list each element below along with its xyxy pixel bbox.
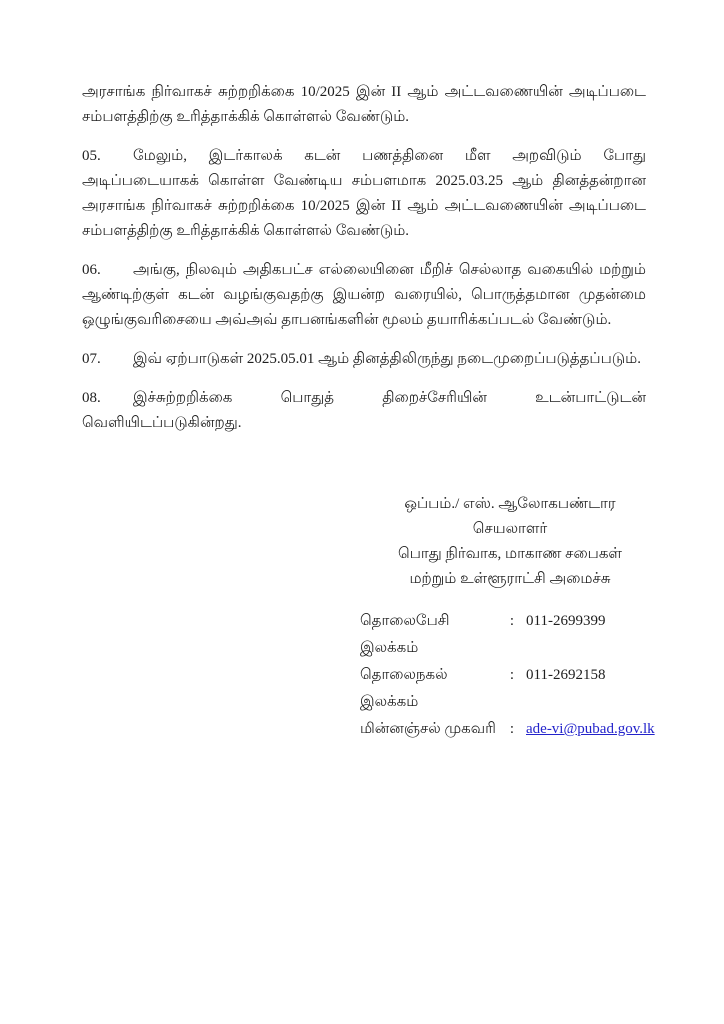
paragraph-number: 06. <box>82 262 101 278</box>
document-body <box>82 80 655 743</box>
contact-row-fax <box>360 662 670 716</box>
para-line-text: இச்சுற்றறிக்கை பொதுத் திறைச்சேரியின் உடன்பாட்டுடன் <box>133 390 646 406</box>
contact-block <box>360 608 670 743</box>
para-line: அடிப்படையாகக் கொள்ள வேண்டிய சம்பளமாக 2025.03.25 ஆம் தினத்தன்றான <box>82 173 646 189</box>
separator-colon: : <box>509 613 515 629</box>
para-line: வெளியிடப்படுகின்றது. <box>82 415 242 431</box>
para-line: அரசாங்க நிர்வாகச் சுற்றறிக்கை 10/2025 இன் II ஆம் அட்டவணையின் அடிப்படை <box>82 198 646 214</box>
telephone-number: 011-2699399 <box>526 613 606 629</box>
paragraph-04-continuation <box>82 80 646 130</box>
email-label: மின்னஞ்சல் முகவரி <box>360 721 496 737</box>
signature-designation: செயலாளர் <box>472 521 548 537</box>
paragraph-number: 08. <box>82 390 101 406</box>
fax-number: 011-2692158 <box>526 667 606 683</box>
signature-block <box>370 492 650 592</box>
para-line-text: மேலும், இடர்காலக் கடன் பணத்தினை மீள அறவிடும் போது <box>133 148 646 164</box>
separator-colon: : <box>509 721 515 737</box>
para-line <box>82 258 646 283</box>
contact-row-telephone <box>360 608 670 662</box>
contact-row-email <box>360 716 670 743</box>
separator-colon: : <box>509 667 515 683</box>
email-link[interactable]: ade-vi@pubad.gov.lk <box>526 721 655 737</box>
paragraph-05 <box>82 144 646 244</box>
para-line <box>82 144 646 169</box>
paragraph-06 <box>82 258 646 333</box>
paragraph-number: 07. <box>82 351 101 367</box>
signature-ministry-line1: பொது நிர்வாக, மாகாண சபைகள் <box>398 546 622 562</box>
signature-name: ஒப்பம்./ எஸ். ஆலோகபண்டார <box>404 496 616 512</box>
para-line-text: இவ் ஏற்பாடுகள் 2025.05.01 ஆம் தினத்திலிருந்து நடைமுறைப்படுத்தப்படும். <box>133 351 641 367</box>
para-line: சம்பளத்திற்கு உரித்தாக்கிக் கொள்ளல் வேண்டும். <box>82 109 410 125</box>
para-line: ஆண்டிற்குள் கடன் வழங்குவதற்கு இயன்ற வரையில், பொருத்தமான முதன்மை <box>82 287 646 303</box>
telephone-label: தொலைபேசி இலக்கம் <box>360 613 450 656</box>
para-line <box>82 386 646 411</box>
para-line: ஒழுங்குவரிசையை அவ்அவ் தாபனங்களின் மூலம் தயாரிக்கப்படல் வேண்டும். <box>82 312 612 328</box>
fax-label: தொலைநகல் இலக்கம் <box>360 667 448 710</box>
para-line <box>82 347 646 372</box>
paragraph-08 <box>82 386 646 436</box>
para-line: அரசாங்க நிர்வாகச் சுற்றறிக்கை 10/2025 இன் II ஆம் அட்டவணையின் அடிப்படை <box>82 84 646 100</box>
paragraph-07 <box>82 347 646 372</box>
signature-ministry-line2: மற்றும் உள்ளூராட்சி அமைச்சு <box>409 571 611 587</box>
para-line-text: அங்கு, நிலவும் அதிகபட்ச எல்லையினை மீறிச் செல்லாத வகையில் மற்றும் <box>133 262 646 278</box>
paragraph-number: 05. <box>82 148 101 164</box>
para-line: சம்பளத்திற்கு உரித்தாக்கிக் கொள்ளல் வேண்டும். <box>82 223 410 239</box>
